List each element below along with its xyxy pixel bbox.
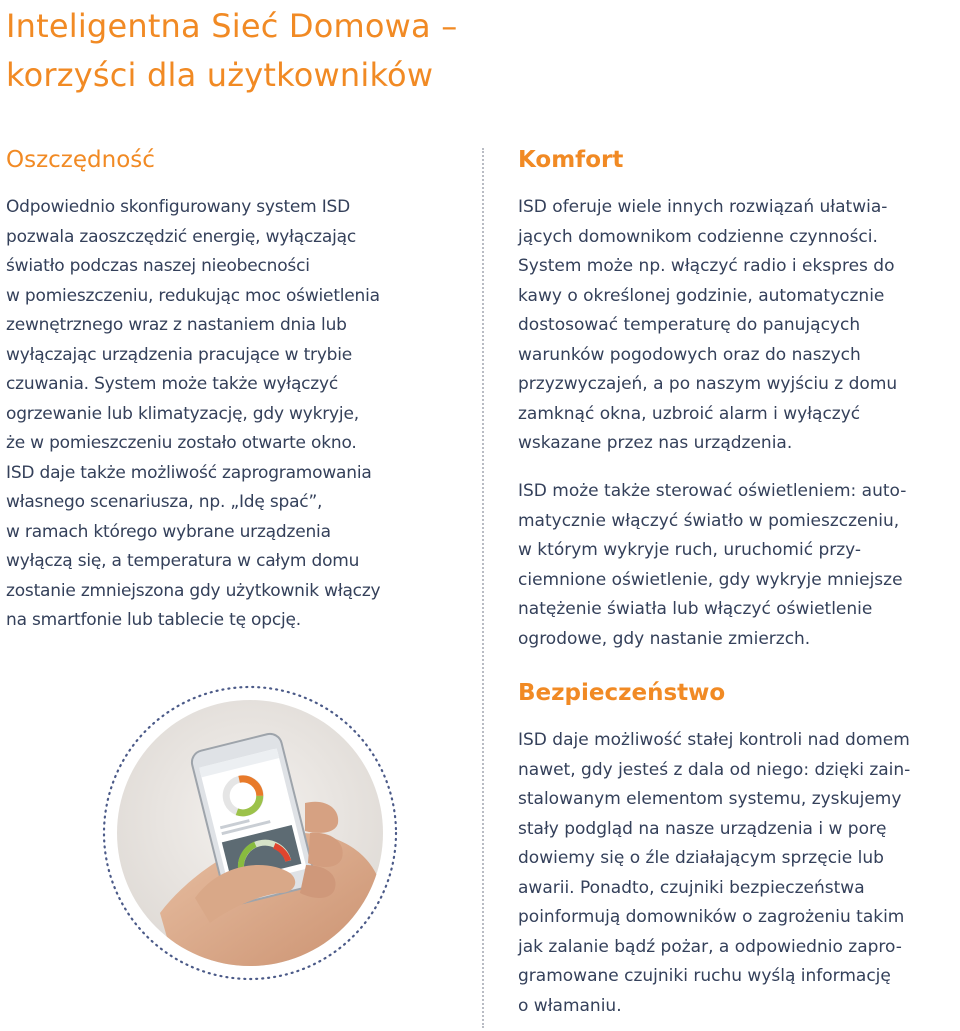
text-line: ciemnione oświetlenie, gdy wykryje mniejsze (518, 569, 903, 590)
paragraph-bezpieczenstwo (518, 726, 958, 1021)
text-line: ISD daje możliwość stałej kontroli nad domem (518, 730, 910, 750)
text-line: warunków pogodowych oraz do naszych (518, 344, 861, 365)
text-line: o włamaniu. (518, 995, 622, 1016)
text-line: na smartfonie lub tablecie tę opcję. (6, 610, 301, 630)
text-line: zewnętrznego wraz z nastaniem dnia lub (6, 315, 347, 335)
column-divider (482, 148, 484, 1028)
text-line: wyłączając urządzenia pracujące w trybie (6, 344, 353, 365)
text-line: dowiemy się o źle działającym sprzęcie lub (518, 848, 884, 868)
text-line: dostosować temperaturę do panujących (518, 315, 861, 335)
text-line: kawy o określonej godzinie, automatycznie (518, 285, 885, 306)
text-line: jak zalanie bądź pożar, a odpowiednio zapro- (518, 936, 902, 957)
paragraph-oszczednosc (6, 193, 476, 636)
text-line: zostanie zmniejszona gdy użytkownik włączy (6, 580, 381, 601)
text-line: w pomieszczeniu, redukując moc oświetlenia (6, 285, 380, 306)
section-heading-oszczednosc: Oszczędność (6, 147, 155, 173)
text-line: w którym wykryje ruch, uruchomić przy- (518, 540, 862, 560)
text-line: natężenie światła lub włączyć oświetlenie (518, 599, 873, 619)
text-line: ISD może także sterować oświetleniem: auto- (518, 481, 907, 501)
paragraph-komfort-2 (518, 477, 958, 654)
text-line: światło podczas naszej nieobecności (6, 256, 310, 276)
text-line: stały podgląd na nasze urządzenia i w porę (518, 818, 887, 839)
text-line: jących domownikom codzienne czynności. (518, 226, 878, 247)
text-line: poinformują domowników o zagrożeniu takim (518, 907, 905, 927)
smartphone-photo (100, 683, 400, 983)
paragraph-komfort-1 (518, 193, 958, 459)
text-line: przyzwyczajeń, a po naszym wyjściu z domu (518, 374, 898, 394)
text-line: czuwania. System może także wyłączyć (6, 374, 339, 394)
text-line: własnego scenariusza, np. „Idę spać”, (6, 492, 323, 512)
text-line: ogrzewanie lub klimatyzację, gdy wykryje, (6, 403, 359, 424)
text-line: ISD oferuje wiele innych rozwiązań ułatwia- (518, 197, 888, 217)
text-line: gramowane czujniki ruchu wyślą informację (518, 966, 891, 986)
text-line: w ramach którego wybrane urządzenia (6, 521, 331, 542)
text-line: awarii. Ponadto, czujniki bezpieczeństwa (518, 877, 865, 898)
text-line: zamknąć okna, uzbroić alarm i wyłączyć (518, 403, 861, 424)
page-title (6, 2, 457, 100)
text-line: stalowanym elementom systemu, zyskujemy (518, 789, 902, 809)
text-line: wskazane przez nas urządzenia. (518, 433, 793, 453)
text-line: pozwala zaoszczędzić energię, wyłączając (6, 226, 356, 247)
section-heading-bezpieczenstwo: Bezpieczeństwo (518, 680, 726, 706)
text-line: System może np. włączyć radio i ekspres do (518, 256, 895, 276)
section-heading-komfort: Komfort (518, 147, 624, 173)
text-line: nawet, gdy jesteś z dala od niego: dzięki zain- (518, 759, 911, 780)
text-line: że w pomieszczeniu zostało otwarte okno. (6, 433, 357, 453)
text-line: wyłączą się, a temperatura w całym domu (6, 551, 360, 571)
text-line: ogrodowe, gdy nastanie zmierzch. (518, 628, 811, 649)
text-line: ISD daje także możliwość zaprogramowania (6, 462, 372, 483)
text-line: matycznie włączyć światło w pomieszczeniu, (518, 510, 900, 531)
page-title-line-2: korzyści dla użytkowników (6, 56, 434, 94)
smartphone-illustration (100, 683, 400, 983)
page-title-line-1: Inteligentna Sieć Domowa – (6, 7, 458, 45)
text-line: Odpowiednio skonfigurowany system ISD (6, 197, 351, 217)
